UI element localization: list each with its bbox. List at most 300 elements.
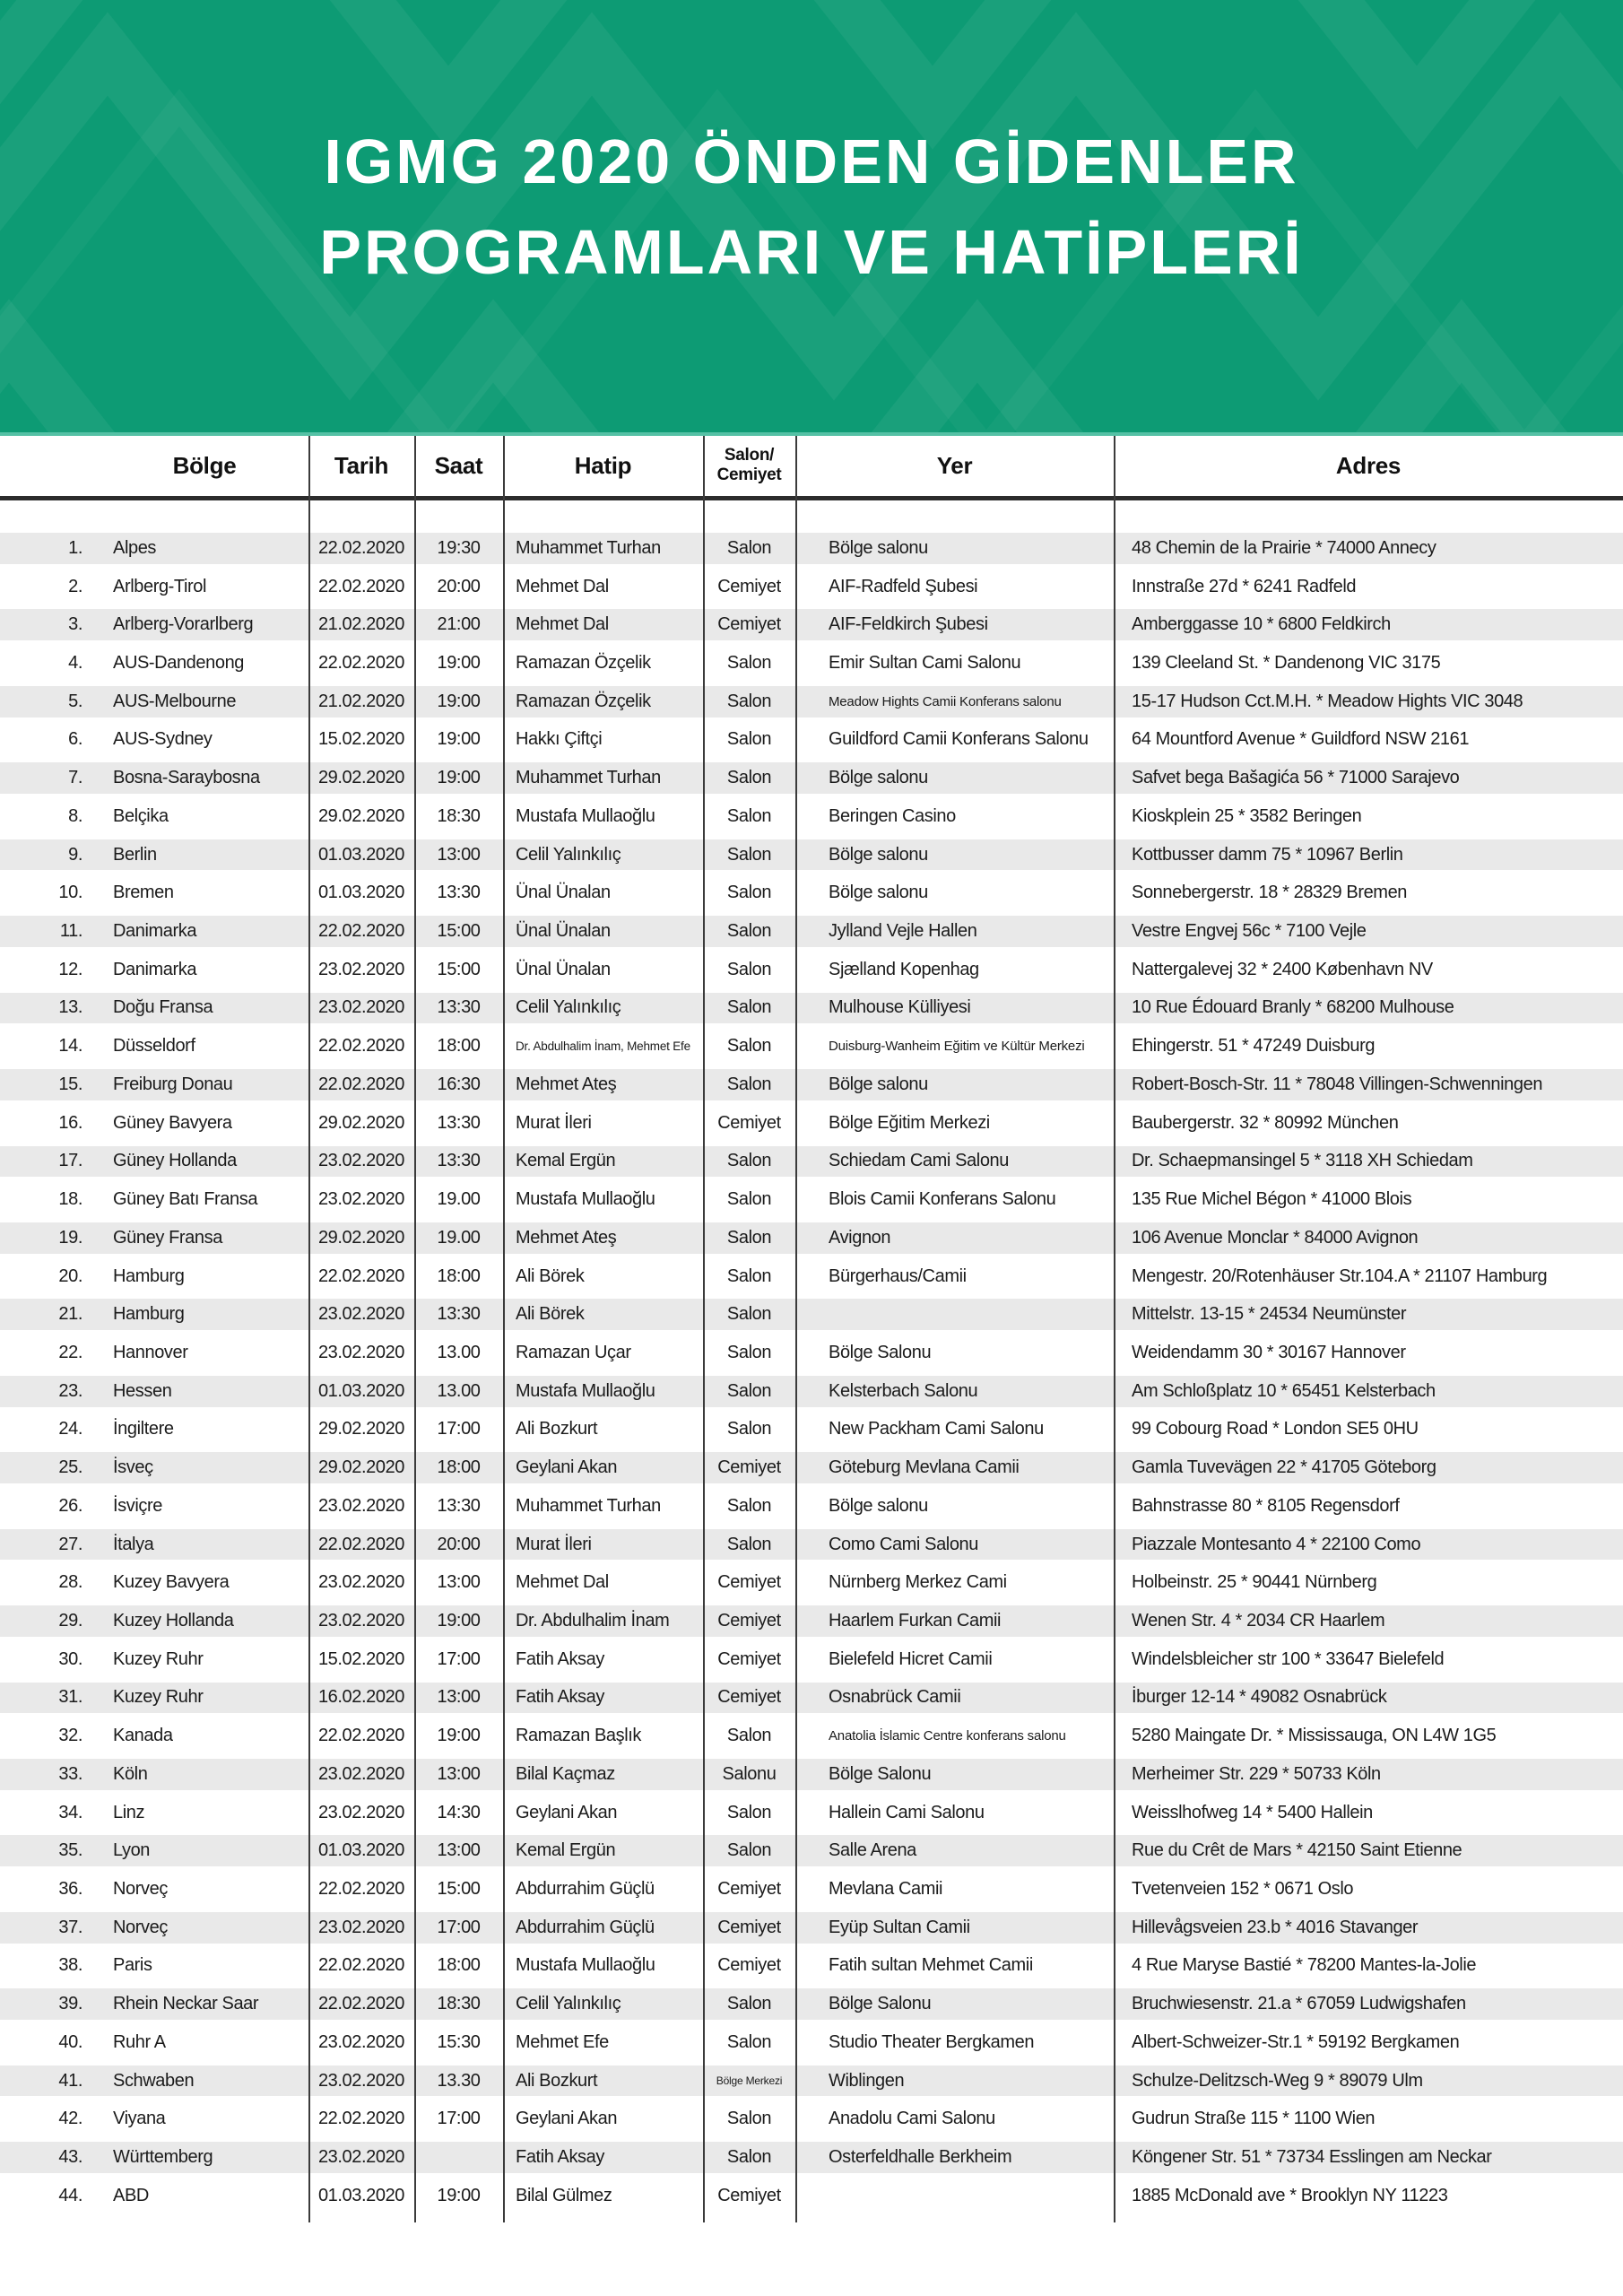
cell-tarih: 01.03.2020: [317, 1840, 405, 1861]
cell-bolge-group: [0, 845, 308, 865]
cell-adres: 15-17 Hudson Cct.M.H. * Meadow Hights VIC 3048: [1132, 691, 1523, 711]
cell-bolge-group: [0, 1879, 308, 1900]
cell-yer: Salle Arena: [829, 1840, 916, 1861]
cell-hatip: Celil Yalınkılıç: [516, 997, 621, 1018]
cell-saat: 18:00: [437, 1955, 481, 1976]
cell-bolge: Schwaben: [113, 2070, 195, 2091]
cell-bolge-group: [0, 1457, 308, 1478]
cell-yer: New Packham Cami Salonu: [829, 1419, 1044, 1439]
cell-yer: Guildford Camii Konferans Salonu: [829, 729, 1089, 750]
cell-bolge-group: [0, 1955, 308, 1976]
cell-yer: Bölge salonu: [829, 1495, 928, 1516]
cell-yer: Avignon: [829, 1227, 891, 1248]
cell-tarih: 23.02.2020: [317, 959, 405, 979]
cell-adres: Köngener Str. 51 * 73734 Esslingen am Neckar: [1132, 2147, 1492, 2168]
cell-tarih: 15.02.2020: [317, 729, 405, 750]
cell-bolge-group: [0, 921, 308, 942]
cell-saat: 13:00: [437, 1763, 481, 1784]
cell-yer: Sjælland Kopenhag: [829, 959, 979, 979]
cell-salon: Salon: [726, 1227, 772, 1248]
cell-salon: Salon: [726, 1265, 772, 1286]
cell-bolge: Köln: [113, 1763, 148, 1784]
cell-adres: Kottbusser damm 75 * 10967 Berlin: [1132, 844, 1403, 865]
cell-saat: 13:30: [437, 1304, 481, 1325]
table-body: [0, 529, 1623, 2215]
cell-tarih: 22.02.2020: [317, 1955, 405, 1976]
cell-bolge: Kuzey Ruhr: [113, 1648, 204, 1669]
cell-adres: Merheimer Str. 229 * 50733 Köln: [1132, 1763, 1381, 1784]
cell-bolge-group: [0, 1228, 308, 1248]
cell-bolge-group: [0, 1496, 308, 1517]
row-number: 15.: [58, 1074, 82, 1094]
cell-hatip: Murat İleri: [516, 1112, 592, 1133]
cell-saat: 13:30: [437, 1495, 481, 1516]
row-number: 20.: [58, 1265, 82, 1286]
header-hatip: Hatip: [574, 451, 632, 479]
cell-bolge: Güney Batı Fransa: [113, 1189, 258, 1210]
table-row: [0, 2023, 1623, 2062]
cell-saat: 19.00: [437, 1189, 481, 1210]
cell-salon: Salon: [726, 1036, 772, 1057]
cell-tarih: 23.02.2020: [317, 2147, 405, 2168]
cell-bolge: İsveç: [113, 1457, 153, 1478]
cell-saat: 17:00: [437, 2109, 481, 2129]
cell-saat: 13:00: [437, 1572, 481, 1593]
cell-yer: Blois Camii Konferans Salonu: [829, 1189, 1056, 1210]
cell-saat: 13:30: [437, 883, 481, 903]
cell-salon: Salon: [726, 2109, 772, 2129]
cell-tarih: 16.02.2020: [317, 1687, 405, 1708]
cell-bolge-group: [0, 577, 308, 597]
row-number: 4.: [68, 653, 82, 674]
cell-bolge-group: [0, 2071, 308, 2092]
cell-salon: Salon: [726, 1380, 772, 1401]
cell-salon: Cemiyet: [717, 1687, 781, 1708]
cell-bolge-group: [0, 1572, 308, 1593]
cell-yer: Beringen Casino: [829, 805, 956, 826]
cell-saat: 19:00: [437, 1726, 481, 1746]
table-row: [0, 1487, 1623, 1526]
table-row: [0, 605, 1623, 644]
row-number: 39.: [58, 1994, 82, 2014]
cell-adres: 10 Rue Édouard Branly * 68200 Mulhouse: [1132, 997, 1454, 1018]
cell-bolge-group: [0, 2109, 308, 2129]
cell-tarih: 01.03.2020: [317, 2185, 405, 2205]
cell-bolge-group: [0, 997, 308, 1018]
cell-tarih: 22.02.2020: [317, 1534, 405, 1554]
cell-salon: Cemiyet: [717, 1457, 781, 1478]
cell-hatip: Ünal Ünalan: [516, 921, 611, 942]
cell-salon: Salon: [726, 537, 772, 558]
cell-tarih: 22.02.2020: [317, 537, 405, 558]
cell-hatip: Muhammet Turhan: [516, 537, 661, 558]
cell-bolge: AUS-Dandenong: [113, 653, 245, 674]
cell-bolge: Viyana: [113, 2109, 166, 2129]
cell-bolge-group: [0, 691, 308, 712]
cell-hatip: Ali Börek: [516, 1265, 585, 1286]
table-row: [0, 1219, 1623, 1257]
cell-adres: 139 Cleeland St. * Dandenong VIC 3175: [1132, 653, 1441, 674]
cell-adres: Safvet bega Bašagića 56 * 71000 Sarajevo: [1132, 768, 1460, 788]
cell-yer: Bölge salonu: [829, 768, 928, 788]
cell-adres: Piazzale Montesanto 4 * 22100 Como: [1132, 1534, 1421, 1554]
cell-bolge-group: [0, 1151, 308, 1171]
table-row: [0, 1180, 1623, 1219]
cell-yer: Kelsterbach Salonu: [829, 1380, 978, 1401]
cell-bolge: Güney Hollanda: [113, 1151, 237, 1171]
cell-tarih: 23.02.2020: [317, 1342, 405, 1362]
cell-tarih: 23.02.2020: [317, 997, 405, 1018]
cell-bolge: Freiburg Donau: [113, 1074, 233, 1094]
cell-bolge-group: [0, 1726, 308, 1746]
cell-saat: 15:00: [437, 1879, 481, 1900]
cell-bolge-group: [0, 1764, 308, 1785]
cell-adres: 64 Mountford Avenue * Guildford NSW 2161: [1132, 729, 1470, 750]
cell-yer: Osterfeldhalle Berkheim: [829, 2147, 1012, 2168]
row-number: 19.: [58, 1227, 82, 1248]
table-row: [0, 951, 1623, 989]
cell-tarih: 23.02.2020: [317, 1189, 405, 1210]
row-number: 21.: [58, 1304, 82, 1325]
cell-adres: 48 Chemin de la Prairie * 74000 Annecy: [1132, 537, 1436, 558]
table-row: [0, 1411, 1623, 1449]
cell-bolge-group: [0, 1381, 308, 1402]
row-number: 36.: [58, 1879, 82, 1900]
cell-bolge-group: [0, 1113, 308, 1134]
cell-adres: İburger 12-14 * 49082 Osnabrück: [1132, 1687, 1387, 1708]
cell-tarih: 23.02.2020: [317, 1495, 405, 1516]
cell-bolge: Berlin: [113, 844, 157, 865]
cell-saat: 19:00: [437, 691, 481, 711]
cell-salon: Cemiyet: [717, 1112, 781, 1133]
header-salon-line1: Salon/: [724, 446, 775, 465]
row-number: 6.: [68, 729, 82, 750]
cell-yer: Duisburg-Wanheim Eğitim ve Kültür Merkezi: [829, 1039, 1085, 1055]
cell-salon: Salon: [726, 844, 772, 865]
cell-hatip: Ramazan Özçelik: [516, 653, 651, 674]
cell-adres: Rue du Crêt de Mars * 42150 Saint Etienne: [1132, 1840, 1462, 1861]
cell-salon: Cemiyet: [717, 2185, 781, 2205]
row-number: 11.: [59, 921, 82, 942]
table-row: [0, 644, 1623, 683]
cell-salon: Cemiyet: [717, 614, 781, 635]
cell-yer: Meadow Hights Camii Konferans salonu: [829, 693, 1062, 709]
cell-adres: Robert-Bosch-Str. 11 * 78048 Villingen-Schwenningen: [1132, 1074, 1543, 1094]
cell-adres: 106 Avenue Monclar * 84000 Avignon: [1132, 1227, 1419, 1248]
cell-salon: Salon: [726, 768, 772, 788]
cell-tarih: 01.03.2020: [317, 883, 405, 903]
cell-bolge-group: [0, 1266, 308, 1287]
row-number: 3.: [68, 614, 82, 635]
cell-yer: Hallein Cami Salonu: [829, 1802, 985, 1822]
column-rule-bolge-tarih: [308, 436, 310, 2222]
cell-tarih: 22.02.2020: [317, 576, 405, 596]
table-row: [0, 2138, 1623, 2177]
cell-saat: 13.00: [437, 1342, 481, 1362]
cell-hatip: Kemal Ergün: [516, 1151, 616, 1171]
cell-salon: Salon: [726, 1419, 772, 1439]
cell-yer: Bölge Eğitim Merkezi: [829, 1112, 990, 1133]
cell-salon: Salon: [726, 1074, 772, 1094]
cell-tarih: 29.02.2020: [317, 805, 405, 826]
cell-hatip: Mustafa Mullaoğlu: [516, 805, 655, 826]
cell-saat: 20:00: [437, 576, 481, 596]
table-row: [0, 1027, 1623, 1065]
cell-hatip: Ramazan Özçelik: [516, 691, 651, 711]
cell-bolge: AUS-Sydney: [113, 729, 213, 750]
cell-salon: Cemiyet: [717, 1955, 781, 1976]
cell-adres: Albert-Schweizer-Str.1 * 59192 Bergkamen: [1132, 2031, 1460, 2052]
cell-bolge-group: [0, 538, 308, 559]
cell-hatip: Mehmet Efe: [516, 2031, 609, 2052]
row-number: 16.: [58, 1112, 82, 1133]
row-number: 29.: [58, 1610, 82, 1631]
table-row: [0, 1870, 1623, 1909]
header-adres: Adres: [1335, 451, 1402, 479]
cell-salon: Salon: [726, 2031, 772, 2052]
cell-saat: 20:00: [437, 1534, 481, 1554]
cell-adres: Vestre Engvej 56c * 7100 Vejle: [1132, 921, 1367, 942]
cell-bolge-group: [0, 1074, 308, 1095]
header-yer: Yer: [936, 451, 973, 479]
cell-saat: 17:00: [437, 1419, 481, 1439]
row-number: 44.: [58, 2185, 82, 2205]
cell-adres: Innstraße 27d * 6241 Radfeld: [1132, 576, 1357, 596]
table-row: [0, 529, 1623, 568]
cell-salon: Salon: [726, 921, 772, 942]
cell-salon: Cemiyet: [717, 1572, 781, 1593]
cell-bolge-group: [0, 1036, 308, 1057]
cell-hatip: Mehmet Ateş: [516, 1074, 617, 1094]
cell-yer: Bölge Salonu: [829, 1342, 932, 1362]
cell-adres: Gamla Tuvevägen 22 * 41705 Göteborg: [1132, 1457, 1436, 1478]
cell-bolge: Hannover: [113, 1342, 188, 1362]
cell-yer: Nürnberg Merkez Cami: [829, 1572, 1007, 1593]
cell-bolge: Ruhr A: [113, 2031, 166, 2052]
page-title: [0, 117, 1623, 298]
cell-hatip: Mustafa Mullaoğlu: [516, 1189, 655, 1210]
cell-saat: 14:30: [437, 1802, 481, 1822]
cell-salon: Salon: [726, 729, 772, 750]
row-number: 25.: [58, 1457, 82, 1478]
cell-saat: 17:00: [437, 1648, 481, 1669]
cell-saat: 13.00: [437, 1380, 481, 1401]
cell-bolge: Hessen: [113, 1380, 172, 1401]
cell-hatip: Geylani Akan: [516, 1457, 618, 1478]
cell-yer: Schiedam Cami Salonu: [829, 1151, 1009, 1171]
cell-hatip: Ali Börek: [516, 1304, 585, 1325]
cell-salon: Cemiyet: [717, 1648, 781, 1669]
cell-hatip: Geylani Akan: [516, 1802, 618, 1822]
cell-hatip: Ramazan Başlık: [516, 1726, 642, 1746]
column-rule-salon-yer: [795, 436, 797, 2222]
cell-yer: Como Cami Salonu: [829, 1534, 979, 1554]
table-row: [0, 1831, 1623, 1870]
cell-saat: 15:00: [437, 921, 481, 942]
cell-adres: Gudrun Straße 115 * 1100 Wien: [1132, 2109, 1376, 2129]
cell-yer: Eyüp Sultan Camii: [829, 1917, 970, 1937]
row-number: 34.: [58, 1802, 82, 1822]
cell-adres: Baubergerstr. 32 * 80992 München: [1132, 1112, 1399, 1133]
cell-tarih: 23.02.2020: [317, 2070, 405, 2091]
cell-tarih: 23.02.2020: [317, 1610, 405, 1631]
row-number: 17.: [58, 1151, 82, 1171]
cell-bolge: Belçika: [113, 805, 169, 826]
row-number: 12.: [58, 959, 82, 979]
row-number: 14.: [58, 1036, 82, 1057]
table-row: [0, 2177, 1623, 2215]
cell-bolge: Hamburg: [113, 1265, 185, 1286]
cell-yer: Fatih sultan Mehmet Camii: [829, 1955, 1033, 1976]
row-number: 10.: [58, 883, 82, 903]
cell-bolge-group: [0, 2032, 308, 2053]
cell-bolge-group: [0, 1535, 308, 1555]
cell-hatip: Ali Bozkurt: [516, 2070, 598, 2091]
cell-saat: 19:00: [437, 2185, 481, 2205]
cell-salon: Bölge Merkezi: [716, 2074, 783, 2088]
cell-saat: 13.30: [437, 2070, 481, 2091]
cell-hatip: Ünal Ünalan: [516, 883, 611, 903]
cell-saat: 19:00: [437, 768, 481, 788]
cell-bolge: ABD: [113, 2185, 149, 2205]
cell-bolge: İngiltere: [113, 1419, 174, 1439]
table-row: [0, 1448, 1623, 1487]
cell-tarih: 01.03.2020: [317, 1380, 405, 1401]
cell-tarih: 15.02.2020: [317, 1648, 405, 1669]
cell-hatip: Murat İleri: [516, 1534, 592, 1554]
row-number: 43.: [58, 2147, 82, 2168]
cell-adres: 135 Rue Michel Bégon * 41000 Blois: [1132, 1189, 1412, 1210]
cell-hatip: Kemal Ergün: [516, 1840, 616, 1861]
header-salon-cemiyet: [703, 446, 795, 485]
cell-saat: 16:30: [437, 1074, 481, 1094]
cell-yer: Göteburg Mevlana Camii: [829, 1457, 1020, 1478]
cell-adres: Wenen Str. 4 * 2034 CR Haarlem: [1132, 1610, 1385, 1631]
table-row: [0, 683, 1623, 721]
cell-hatip: Ali Bozkurt: [516, 1419, 598, 1439]
cell-adres: Tvetenveien 152 * 0671 Oslo: [1132, 1879, 1354, 1900]
row-number: 8.: [68, 805, 82, 826]
table-row: [0, 1143, 1623, 1181]
cell-bolge: Lyon: [113, 1840, 151, 1861]
cell-bolge: Linz: [113, 1802, 145, 1822]
cell-saat: 19:30: [437, 537, 481, 558]
row-number: 33.: [58, 1763, 82, 1784]
cell-yer: Bürgerhaus/Camii: [829, 1265, 967, 1286]
cell-adres: Holbeinstr. 25 * 90441 Nürnberg: [1132, 1572, 1377, 1593]
cell-yer: AIF-Radfeld Şubesi: [829, 576, 978, 596]
cell-tarih: 23.02.2020: [317, 1763, 405, 1784]
cell-saat: 13:00: [437, 844, 481, 865]
cell-salon: Salon: [726, 1342, 772, 1362]
row-number: 23.: [58, 1380, 82, 1401]
table-row: [0, 1640, 1623, 1679]
table-row: [0, 1372, 1623, 1411]
cell-bolge: Güney Bavyera: [113, 1112, 232, 1133]
cell-adres: Amberggasse 10 * 6800 Feldkirch: [1132, 614, 1391, 635]
cell-yer: Jylland Vejle Hallen: [829, 921, 977, 942]
row-number: 22.: [58, 1342, 82, 1362]
cell-tarih: 22.02.2020: [317, 1994, 405, 2014]
cell-bolge: Düsseldorf: [113, 1036, 195, 1057]
cell-salon: Salon: [726, 691, 772, 711]
cell-bolge: AUS-Melbourne: [113, 691, 237, 711]
cell-bolge-group: [0, 883, 308, 903]
cell-hatip: Dr. Abdulhalim İnam: [516, 1610, 670, 1631]
cell-bolge: Alpes: [113, 537, 157, 558]
cell-bolge: Paris: [113, 1955, 152, 1976]
header-underline-rule: [0, 496, 1623, 500]
cell-salon: Salon: [726, 1304, 772, 1325]
column-rule-hatip-salon: [703, 436, 705, 2222]
table-row: [0, 568, 1623, 606]
cell-tarih: 22.02.2020: [317, 653, 405, 674]
cell-yer: Anatolia İslamic Centre konferans salonu: [829, 1728, 1066, 1744]
cell-tarih: 22.02.2020: [317, 1036, 405, 1057]
cell-tarih: 22.02.2020: [317, 921, 405, 942]
cell-salon: Salon: [726, 1994, 772, 2014]
cell-salon: Salon: [726, 1802, 772, 1822]
table-row: [0, 1257, 1623, 1296]
cell-salon: Salon: [726, 1189, 772, 1210]
column-rule-yer-adres: [1114, 436, 1115, 2222]
table-row: [0, 912, 1623, 951]
cell-salon: Salon: [726, 959, 772, 979]
cell-tarih: 22.02.2020: [317, 2109, 405, 2129]
table-row: [0, 1526, 1623, 1564]
cell-hatip: Ramazan Uçar: [516, 1342, 631, 1362]
cell-salon: Salon: [726, 883, 772, 903]
header-tarih: Tarih: [334, 451, 389, 479]
cell-salon: Salonu: [722, 1763, 777, 1784]
cell-bolge-group: [0, 1343, 308, 1363]
cell-bolge-group: [0, 768, 308, 788]
cell-tarih: 22.02.2020: [317, 1726, 405, 1746]
cell-adres: 4 Rue Maryse Bastié * 78200 Mantes-la-Jolie: [1132, 1955, 1477, 1976]
cell-adres: Dr. Schaepmansingel 5 * 3118 XH Schiedam: [1132, 1151, 1473, 1171]
cell-adres: Hillevågsveien 23.b * 4016 Stavanger: [1132, 1917, 1419, 1937]
title-banner: [0, 0, 1623, 436]
row-number: 30.: [58, 1648, 82, 1669]
cell-saat: 19:00: [437, 1610, 481, 1631]
cell-bolge: Hamburg: [113, 1304, 185, 1325]
cell-bolge: Rhein Neckar Saar: [113, 1994, 259, 2014]
table-row: [0, 1909, 1623, 1947]
cell-hatip: Abdurrahim Güçlü: [516, 1917, 655, 1937]
row-number: 13.: [58, 997, 82, 1018]
cell-bolge-group: [0, 2186, 308, 2206]
cell-adres: Weidendamm 30 * 30167 Hannover: [1132, 1342, 1406, 1362]
cell-tarih: 22.02.2020: [317, 1879, 405, 1900]
cell-saat: 15:00: [437, 959, 481, 979]
cell-saat: 15:30: [437, 2031, 481, 2052]
header-salon-line2: Cemiyet: [716, 465, 782, 484]
cell-hatip: Fatih Aksay: [516, 2147, 604, 2168]
cell-hatip: Mehmet Ateş: [516, 1227, 617, 1248]
cell-bolge: Norveç: [113, 1879, 168, 1900]
page-title-line-2: PROGRAMLARI VE HATİPLERİ: [319, 217, 1304, 287]
row-number: 7.: [68, 768, 82, 788]
header-bolge: Bölge: [172, 451, 237, 479]
table-row: [0, 989, 1623, 1028]
cell-bolge-group: [0, 806, 308, 827]
cell-hatip: Abdurrahim Güçlü: [516, 1879, 655, 1900]
cell-tarih: 22.02.2020: [317, 1074, 405, 1094]
cell-adres: Ehingerstr. 51 * 47249 Duisburg: [1132, 1036, 1376, 1057]
row-number: 18.: [58, 1189, 82, 1210]
cell-bolge-group: [0, 960, 308, 980]
cell-yer: Osnabrück Camii: [829, 1687, 961, 1708]
